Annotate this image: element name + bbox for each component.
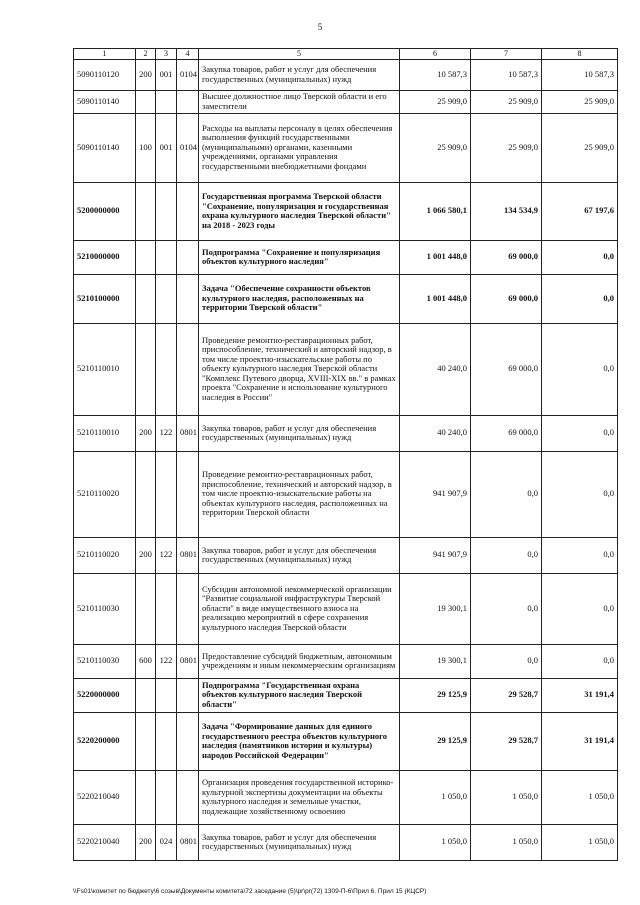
description-cell: Организация проведения государственной историко-культурной экспертизы документации на объекты культурного наследия и земельные участки, подлежащие хозяйственному освоению bbox=[199, 770, 400, 824]
amount-col8: 0,0 bbox=[542, 415, 618, 451]
cell-col4: 0801 bbox=[177, 824, 199, 860]
cell-col2: 200 bbox=[136, 824, 156, 860]
table-row bbox=[74, 415, 618, 451]
amount-col8: 31 191,4 bbox=[542, 678, 618, 712]
table-row bbox=[74, 59, 618, 90]
amount-col8: 0,0 bbox=[542, 451, 618, 537]
amount-col7: 0,0 bbox=[471, 537, 542, 573]
cell-col4: 0801 bbox=[177, 644, 199, 678]
amount-col8: 67 197,6 bbox=[542, 182, 618, 240]
cell-col4 bbox=[177, 240, 199, 274]
cell-col2: 200 bbox=[136, 415, 156, 451]
code-cell: 5210100000 bbox=[74, 274, 136, 323]
amount-col8: 1 050,0 bbox=[542, 824, 618, 860]
cell-col2 bbox=[136, 770, 156, 824]
description-cell: Расходы на выплаты персоналу в целях обеспечения выполнения функций государственными (муниципальными) органами, казенными учреждениями, органами управления государственными внебюджетными фондами bbox=[199, 113, 400, 182]
code-cell: 5210110020 bbox=[74, 451, 136, 537]
amount-col7: 10 587,3 bbox=[471, 59, 542, 90]
amount-col8: 0,0 bbox=[542, 644, 618, 678]
page-number: 5 bbox=[317, 22, 323, 32]
code-cell: 5210110020 bbox=[74, 537, 136, 573]
code-cell: 5210110010 bbox=[74, 415, 136, 451]
amount-col6: 10 587,3 bbox=[400, 59, 471, 90]
amount-col6: 40 240,0 bbox=[400, 415, 471, 451]
cell-col3: 122 bbox=[156, 537, 177, 573]
amount-col7: 134 534,9 bbox=[471, 182, 542, 240]
amount-col8: 25 909,0 bbox=[542, 113, 618, 182]
cell-col4 bbox=[177, 770, 199, 824]
table-row bbox=[74, 240, 618, 274]
amount-col8: 0,0 bbox=[542, 240, 618, 274]
header-cell: 8 bbox=[542, 49, 618, 60]
description-cell: Закупка товаров, работ и услуг для обеспечения государственных (муниципальных) нужд bbox=[199, 537, 400, 573]
cell-col3 bbox=[156, 182, 177, 240]
amount-col7: 69 000,0 bbox=[471, 240, 542, 274]
amount-col8: 0,0 bbox=[542, 323, 618, 415]
cell-col3 bbox=[156, 712, 177, 770]
code-cell: 5220210040 bbox=[74, 770, 136, 824]
cell-col2 bbox=[136, 451, 156, 537]
cell-col3 bbox=[156, 678, 177, 712]
description-cell: Субсидии автономной некоммерческой организации "Развитие социальной инфраструктуры Тверской области" в виде имущественного взноса на реализацию мероприятий в сфере сохранения культурного наследия Тверской области bbox=[199, 573, 400, 644]
amount-col8: 0,0 bbox=[542, 573, 618, 644]
cell-col4 bbox=[177, 182, 199, 240]
code-cell: 5090110120 bbox=[74, 59, 136, 90]
amount-col8: 25 909,0 bbox=[542, 90, 618, 113]
cell-col3 bbox=[156, 90, 177, 113]
cell-col2 bbox=[136, 678, 156, 712]
description-cell: Проведение ремонтно-реставрационных работ, приспособление, технический и авторский надзор, в том числе проектно-изыскательские работы на объектах культурного наследия, расположенных на территории Тверской области bbox=[199, 451, 400, 537]
amount-col7: 0,0 bbox=[471, 644, 542, 678]
cell-col4 bbox=[177, 712, 199, 770]
cell-col2: 200 bbox=[136, 537, 156, 573]
table-row bbox=[74, 824, 618, 860]
cell-col2: 200 bbox=[136, 59, 156, 90]
amount-col7: 69 000,0 bbox=[471, 323, 542, 415]
amount-col7: 29 528,7 bbox=[471, 678, 542, 712]
header-cell: 1 bbox=[74, 49, 136, 60]
description-cell: Подпрограмма "Государственная охрана объектов культурного наследия Тверской области" bbox=[199, 678, 400, 712]
cell-col2 bbox=[136, 182, 156, 240]
cell-col4: 0801 bbox=[177, 415, 199, 451]
description-cell: Проведение ремонтно-реставрационных работ, приспособление, технический и авторский надзор, в том числе проектно-изыскательские работы по объекту культурного наследия Тверской области "Комплекс Путевого дворца, XVIII-XIX вв." в рамках проекта "Сохранение и использование культурного наследия в России" bbox=[199, 323, 400, 415]
table-row bbox=[74, 182, 618, 240]
table-row bbox=[74, 644, 618, 678]
table-row bbox=[74, 451, 618, 537]
amount-col6: 25 909,0 bbox=[400, 113, 471, 182]
header-cell: 6 bbox=[400, 49, 471, 60]
amount-col8: 31 191,4 bbox=[542, 712, 618, 770]
header-cell: 5 bbox=[199, 49, 400, 60]
header-cell: 7 bbox=[471, 49, 542, 60]
cell-col4 bbox=[177, 451, 199, 537]
amount-col8: 0,0 bbox=[542, 537, 618, 573]
cell-col3: 122 bbox=[156, 644, 177, 678]
file-path-footer: \\Fs01\комитет по бюджету\6 созыв\Документы комитета\72 заседание (5)\pr\pr(72) 1309-П-6\Прил 6. Прил 15 (КЦСР) bbox=[73, 888, 427, 895]
amount-col6: 25 909,0 bbox=[400, 90, 471, 113]
cell-col4: 0104 bbox=[177, 113, 199, 182]
amount-col7: 69 000,0 bbox=[471, 274, 542, 323]
amount-col6: 1 001 448,0 bbox=[400, 274, 471, 323]
amount-col8: 1 050,0 bbox=[542, 770, 618, 824]
amount-col6: 19 300,1 bbox=[400, 644, 471, 678]
code-cell: 5210110030 bbox=[74, 573, 136, 644]
amount-col6: 1 066 580,1 bbox=[400, 182, 471, 240]
amount-col8: 10 587,3 bbox=[542, 59, 618, 90]
code-cell: 5220200000 bbox=[74, 712, 136, 770]
code-cell: 5200000000 bbox=[74, 182, 136, 240]
amount-col6: 29 125,9 bbox=[400, 678, 471, 712]
amount-col8: 0,0 bbox=[542, 274, 618, 323]
amount-col6: 941 907,9 bbox=[400, 451, 471, 537]
table-row bbox=[74, 770, 618, 824]
header-cell: 4 bbox=[177, 49, 199, 60]
amount-col7: 69 000,0 bbox=[471, 415, 542, 451]
header-cell: 2 bbox=[136, 49, 156, 60]
cell-col4 bbox=[177, 323, 199, 415]
amount-col7: 1 050,0 bbox=[471, 770, 542, 824]
amount-col7: 25 909,0 bbox=[471, 90, 542, 113]
cell-col2: 100 bbox=[136, 113, 156, 182]
table-row bbox=[74, 274, 618, 323]
budget-table bbox=[73, 48, 618, 861]
table-row bbox=[74, 678, 618, 712]
cell-col4 bbox=[177, 678, 199, 712]
cell-col3: 001 bbox=[156, 59, 177, 90]
description-cell: Закупка товаров, работ и услуг для обеспечения государственных (муниципальных) нужд bbox=[199, 824, 400, 860]
code-cell: 5220000000 bbox=[74, 678, 136, 712]
table-row bbox=[74, 323, 618, 415]
cell-col3: 001 bbox=[156, 113, 177, 182]
cell-col4 bbox=[177, 274, 199, 323]
header-cell: 3 bbox=[156, 49, 177, 60]
table-header-row bbox=[74, 49, 618, 60]
cell-col4: 0801 bbox=[177, 537, 199, 573]
cell-col3 bbox=[156, 451, 177, 537]
amount-col7: 25 909,0 bbox=[471, 113, 542, 182]
code-cell: 5210000000 bbox=[74, 240, 136, 274]
cell-col4 bbox=[177, 573, 199, 644]
code-cell: 5090110140 bbox=[74, 90, 136, 113]
description-cell: Высшее должностное лицо Тверской области и его заместители bbox=[199, 90, 400, 113]
table-row bbox=[74, 113, 618, 182]
description-cell: Закупка товаров, работ и услуг для обеспечения государственных (муниципальных) нужд bbox=[199, 59, 400, 90]
cell-col3 bbox=[156, 323, 177, 415]
cell-col2 bbox=[136, 240, 156, 274]
description-cell: Задача "Обеспечение сохранности объектов культурного наследия, расположенных на территории Тверской области" bbox=[199, 274, 400, 323]
amount-col7: 29 528,7 bbox=[471, 712, 542, 770]
cell-col2 bbox=[136, 323, 156, 415]
code-cell: 5090110140 bbox=[74, 113, 136, 182]
cell-col2 bbox=[136, 274, 156, 323]
amount-col7: 0,0 bbox=[471, 573, 542, 644]
description-cell: Подпрограмма "Сохранение и популяризация объектов культурного наследия" bbox=[199, 240, 400, 274]
amount-col6: 941 907,9 bbox=[400, 537, 471, 573]
amount-col6: 40 240,0 bbox=[400, 323, 471, 415]
cell-col4 bbox=[177, 90, 199, 113]
amount-col6: 19 300,1 bbox=[400, 573, 471, 644]
description-cell: Предоставление субсидий бюджетным, автономным учреждениям и иным некоммерческим организациям bbox=[199, 644, 400, 678]
code-cell: 5210110010 bbox=[74, 323, 136, 415]
table-row bbox=[74, 90, 618, 113]
cell-col4: 0104 bbox=[177, 59, 199, 90]
cell-col2: 600 bbox=[136, 644, 156, 678]
description-cell: Задача "Формирование данных для единого государственного реестра объектов культурного наследия (памятников истории и культуры) народов Российской Федерации" bbox=[199, 712, 400, 770]
cell-col3 bbox=[156, 240, 177, 274]
amount-col6: 29 125,9 bbox=[400, 712, 471, 770]
cell-col3: 024 bbox=[156, 824, 177, 860]
table-row bbox=[74, 712, 618, 770]
cell-col2 bbox=[136, 573, 156, 644]
description-cell: Государственная программа Тверской области "Сохранение, популяризация и государственная охрана культурного наследия Тверской области" на 2018 - 2023 годы bbox=[199, 182, 400, 240]
cell-col2 bbox=[136, 90, 156, 113]
amount-col6: 1 050,0 bbox=[400, 770, 471, 824]
cell-col3 bbox=[156, 274, 177, 323]
cell-col3: 122 bbox=[156, 415, 177, 451]
amount-col7: 0,0 bbox=[471, 451, 542, 537]
amount-col6: 1 001 448,0 bbox=[400, 240, 471, 274]
cell-col3 bbox=[156, 770, 177, 824]
code-cell: 5220210040 bbox=[74, 824, 136, 860]
cell-col2 bbox=[136, 712, 156, 770]
amount-col6: 1 050,0 bbox=[400, 824, 471, 860]
code-cell: 5210110030 bbox=[74, 644, 136, 678]
table-row bbox=[74, 573, 618, 644]
description-cell: Закупка товаров, работ и услуг для обеспечения государственных (муниципальных) нужд bbox=[199, 415, 400, 451]
cell-col3 bbox=[156, 573, 177, 644]
table-row bbox=[74, 537, 618, 573]
amount-col7: 1 050,0 bbox=[471, 824, 542, 860]
